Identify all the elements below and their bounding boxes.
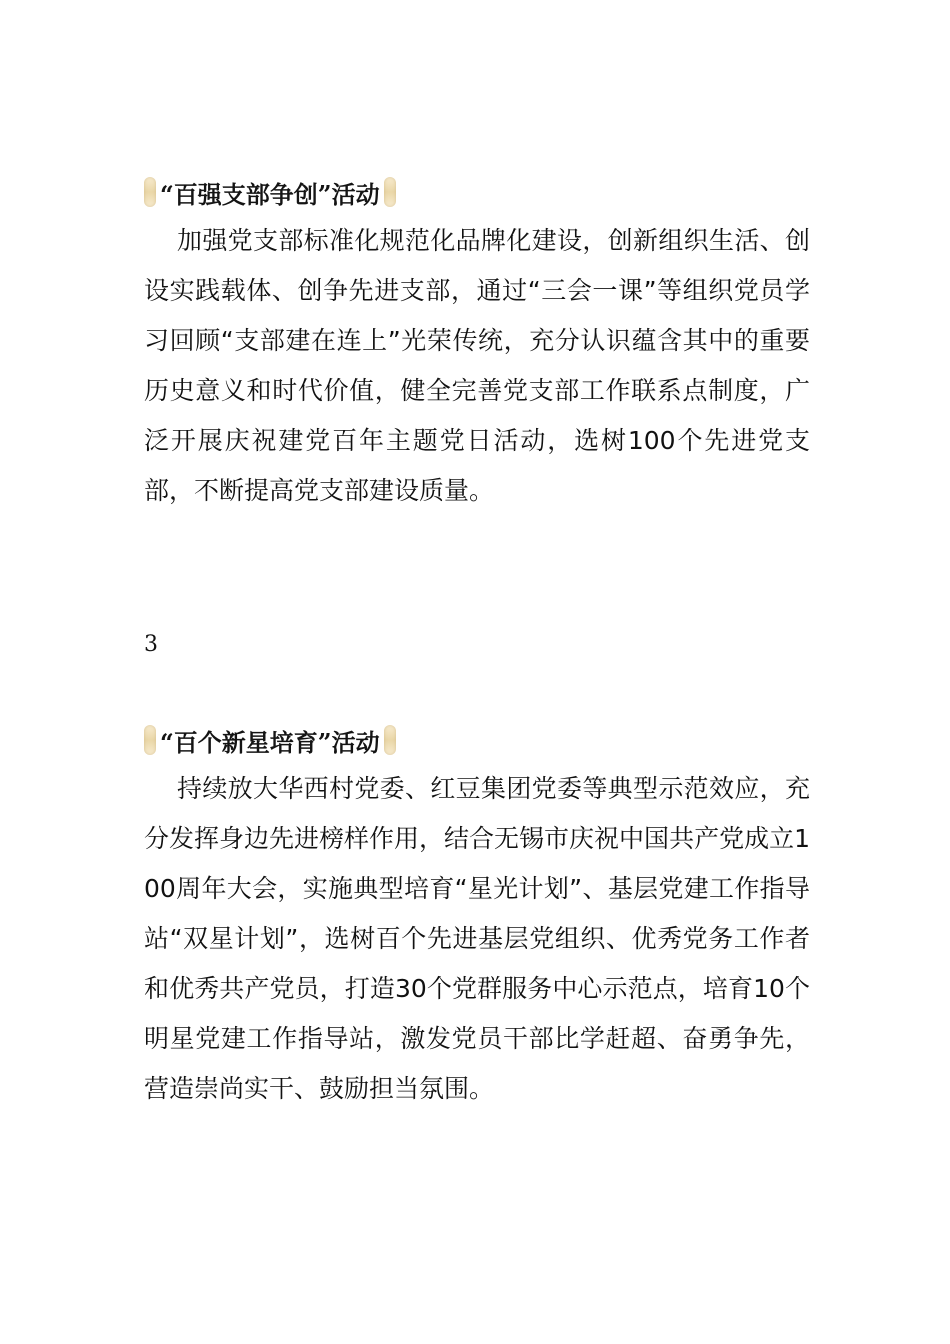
section-paragraph: 持续放大华西村党委、红豆集团党委等典型示范效应，充分发挥身边先进榜样作用，结合无锡市庆祝中国共产党成立100周年大会，实施典型培育“星光计划”、基层党建工作指导站“双星计划”，选树百个先进基层党组织、优秀党务工作者和优秀共产党员，打造30个党群服务中心示范点，培育10个明星党建工作指导站，激发党员干部比学赶超、奋勇争先，营造崇尚实干、鼓励担当氛围。 <box>144 774 810 1103</box>
section-paragraph: 加强党支部标准化规范化品牌化建设，创新组织生活、创设实践载体、创争先进支部，通过“三会一课”等组织党员学习回顾“支部建在连上”光荣传统，充分认识蕴含其中的重要历史意义和时代价值，健全完善党支部工作联系点制度，广泛开展庆祝建党百年主题党日活动，选树100个先进党支部，不断提高党支部建设质量。 <box>144 226 810 505</box>
heading-left-ornament <box>144 725 156 755</box>
section-hundred-new-stars <box>144 720 810 1114</box>
page-number: 3 <box>144 632 158 657</box>
heading-left-ornament <box>144 177 156 207</box>
heading-right-ornament <box>384 177 396 207</box>
section-heading: “百个新星培育”活动 <box>160 727 380 757</box>
section-heading-row <box>144 172 810 212</box>
section-hundred-strong-branches <box>144 172 810 516</box>
heading-right-ornament <box>384 725 396 755</box>
section-heading-row <box>144 720 810 760</box>
section-heading: “百强支部争创”活动 <box>160 179 380 209</box>
